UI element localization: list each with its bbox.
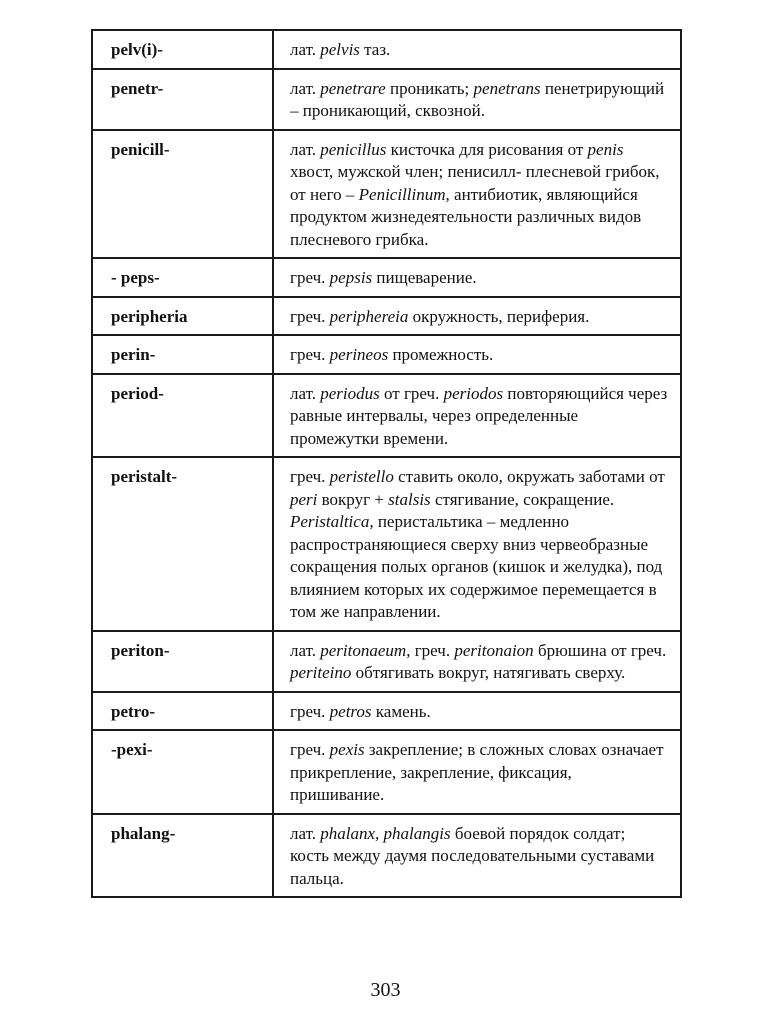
definition-term-italic: peritonaion bbox=[454, 640, 534, 660]
definition-text: перистальтика – медленно распространяющиеся сверху вниз червеобразные сокращения полых органов (кишок и желудка), под влиянием которых их содержимое перемещается в том же направлении. bbox=[290, 512, 663, 621]
definition-text: кисточка для рисования от bbox=[386, 139, 588, 159]
definition-text: промежность. bbox=[388, 345, 494, 364]
definition-term-italic: peri bbox=[290, 489, 318, 509]
definition-text: лат. bbox=[290, 640, 321, 660]
definition-text: лат. bbox=[290, 139, 321, 159]
definition-term-italic: Peristaltica, bbox=[290, 512, 374, 531]
definition-text: таз. bbox=[359, 40, 391, 59]
definition-text: от греч. bbox=[379, 383, 444, 403]
glossary-row bbox=[92, 374, 681, 458]
definition-text: стягивание, сокращение. bbox=[430, 489, 615, 509]
glossary-table bbox=[91, 29, 682, 898]
glossary-row bbox=[92, 30, 681, 69]
definition-text: брюшина от греч. bbox=[533, 640, 667, 660]
definition-term-italic: pexis bbox=[329, 740, 365, 759]
definition-term-italic: penetrans bbox=[473, 78, 541, 98]
glossary-definition bbox=[273, 457, 681, 631]
glossary-term: penicill- bbox=[92, 130, 273, 259]
definition-term-italic: penis bbox=[587, 139, 624, 159]
definition-text: греч. bbox=[290, 467, 330, 486]
definition-term-italic: peristello bbox=[329, 467, 394, 486]
glossary-row bbox=[92, 297, 681, 336]
definition-text: окружность, периферия. bbox=[408, 306, 590, 326]
definition-text: греч. bbox=[290, 701, 330, 721]
definition-text: ставить около, окружать заботами от bbox=[393, 467, 665, 486]
definition-term-italic: Penicillinum, bbox=[358, 184, 450, 204]
definition-text: , греч. bbox=[406, 640, 455, 660]
definition-text: обтягивать вокруг, натягивать сверху. bbox=[351, 663, 626, 682]
glossary-term: phalang- bbox=[92, 814, 273, 898]
definition-text: хвост, мужской член; пенисилл- плесневой грибок, от него – bbox=[290, 162, 660, 204]
glossary-row bbox=[92, 631, 681, 692]
definition-term-italic: periodos bbox=[443, 383, 504, 403]
glossary-term: - peps- bbox=[92, 258, 273, 297]
definition-text: боевой порядок солдат; кость между даумя последовательными суставами пальца. bbox=[290, 823, 655, 888]
glossary-row bbox=[92, 258, 681, 297]
definition-text: греч. bbox=[290, 740, 330, 759]
glossary-definition bbox=[273, 730, 681, 814]
definition-term-italic: periteino bbox=[290, 663, 352, 682]
definition-text: греч. bbox=[290, 268, 330, 287]
definition-term-italic: peritonaeum bbox=[320, 640, 407, 660]
glossary-term: perin- bbox=[92, 335, 273, 374]
definition-text: лат. bbox=[290, 383, 321, 403]
glossary-definition bbox=[273, 30, 681, 69]
definition-text: камень. bbox=[371, 701, 431, 721]
glossary-term: peripheria bbox=[92, 297, 273, 336]
definition-text: лат. bbox=[290, 78, 321, 98]
definition-text: повторяющийся через равные интервалы, через определенные промежутки времени. bbox=[290, 383, 668, 448]
page-number: 303 bbox=[370, 979, 401, 1001]
glossary-term: peristalt- bbox=[92, 457, 273, 631]
glossary-row bbox=[92, 457, 681, 631]
glossary-row bbox=[92, 692, 681, 731]
definition-term-italic: periodus bbox=[320, 383, 380, 403]
definition-term-italic: penicillus bbox=[320, 139, 387, 159]
glossary-definition bbox=[273, 69, 681, 130]
glossary-definition bbox=[273, 130, 681, 259]
definition-term-italic: stalsis bbox=[388, 489, 431, 509]
glossary-definition bbox=[273, 374, 681, 458]
glossary-definition bbox=[273, 258, 681, 297]
glossary-definition bbox=[273, 631, 681, 692]
definition-term-italic: pelvis bbox=[320, 40, 360, 59]
definition-text: закрепление; в сложных словах означает прикрепление, закрепление, фиксация, пришивание. bbox=[290, 740, 664, 804]
definition-text: греч. bbox=[290, 306, 330, 326]
definition-term-italic: periphereia bbox=[329, 306, 409, 326]
glossary-term: penetr- bbox=[92, 69, 273, 130]
definition-text: греч. bbox=[290, 345, 330, 364]
glossary-row bbox=[92, 814, 681, 898]
definition-text: антибиотик, являющийся продуктом жизнедеятельности различных видов плесневого грибка. bbox=[290, 184, 642, 249]
glossary-definition bbox=[273, 297, 681, 336]
definition-text: лат. bbox=[290, 40, 321, 59]
glossary-definition bbox=[273, 814, 681, 898]
glossary-table-body bbox=[92, 30, 681, 897]
definition-term-italic: perineos bbox=[329, 345, 389, 364]
glossary-term: petro- bbox=[92, 692, 273, 731]
definition-term-italic: pepsis bbox=[329, 268, 373, 287]
glossary-term: -pexi- bbox=[92, 730, 273, 814]
glossary-definition bbox=[273, 692, 681, 731]
definition-text: проникать; bbox=[385, 78, 474, 98]
definition-text: пенетрирующий – проникающий, сквозной. bbox=[290, 78, 665, 120]
glossary-term: pelv(i)- bbox=[92, 30, 273, 69]
glossary-row bbox=[92, 730, 681, 814]
glossary-row bbox=[92, 69, 681, 130]
definition-text: лат. bbox=[290, 823, 321, 843]
definition-text: вокруг + bbox=[317, 489, 389, 509]
definition-term-italic: phalanx, phalangis bbox=[320, 823, 451, 843]
definition-term-italic: penetrare bbox=[320, 78, 386, 98]
glossary-term: period- bbox=[92, 374, 273, 458]
definition-term-italic: petros bbox=[329, 701, 372, 721]
glossary-row bbox=[92, 335, 681, 374]
glossary-definition bbox=[273, 335, 681, 374]
glossary-term: periton- bbox=[92, 631, 273, 692]
definition-text: пищеварение. bbox=[372, 268, 477, 287]
glossary-row bbox=[92, 130, 681, 259]
